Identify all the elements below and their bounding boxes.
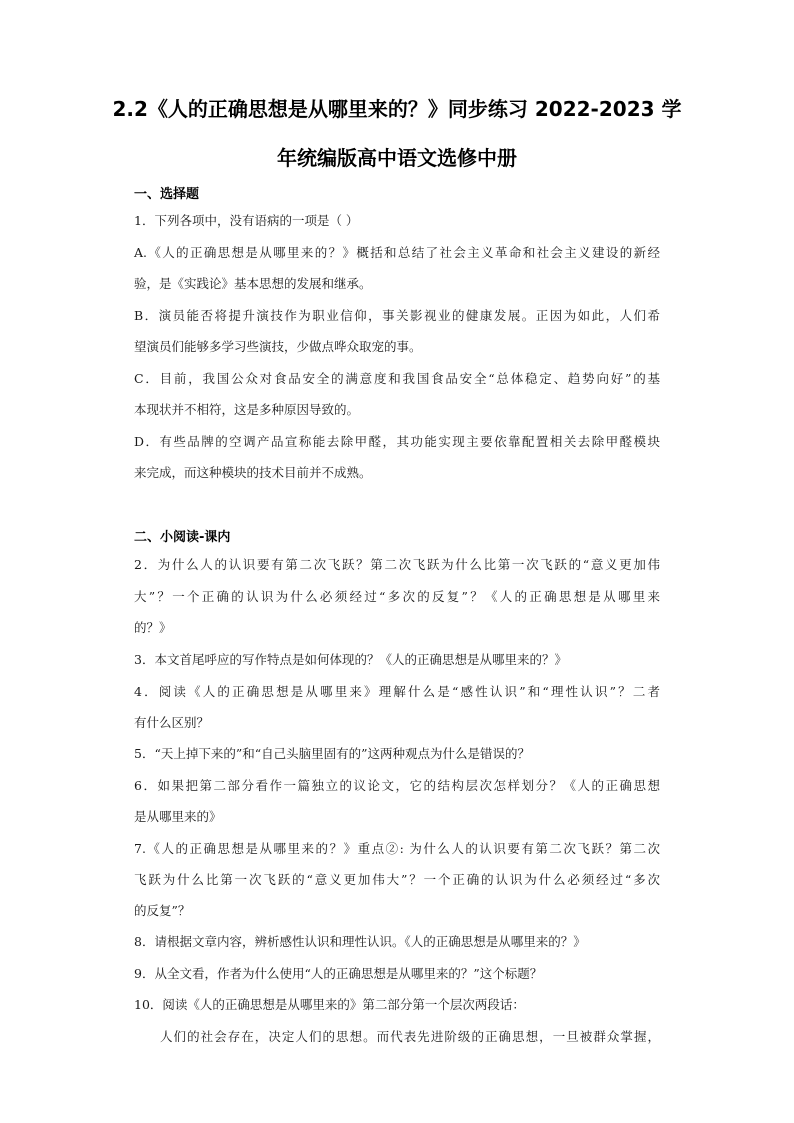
question-2-line-2: 大”？一个正确的认识为什么必须经过“多次的反复”？《人的正确思想是从哪里来: [134, 589, 660, 604]
option-a-line-2: 验，是《实践论》基本思想的发展和继承。: [134, 276, 372, 291]
question-4-line-2: 有什么区别？: [134, 715, 210, 730]
option-a-line-1: A.《人的正确思想是从哪里来的？》概括和总结了社会主义革命和社会主义建设的新经: [134, 245, 660, 260]
question-10-quote: 人们的社会存在，决定人们的思想。而代表先进阶级的正确思想，一旦被群众掌握，: [160, 1029, 660, 1044]
option-b-line-1: B．演员能否将提升演技作为职业信仰，事关影视业的健康发展。正因为如此，人们希: [134, 308, 660, 323]
question-8: 8．请根据文章内容，辨析感性认识和理性认识。《人的正确思想是从哪里来的？》: [134, 934, 586, 949]
question-9: 9．从全文看，作者为什么使用“人的正确思想是从哪里来的？”这个标题？: [134, 966, 543, 981]
option-c-line-2: 本现状并不相符，这是多种原因导致的。: [134, 402, 360, 417]
option-b-line-2: 望演员们能够多学习些演技，少做点哗众取宠的事。: [134, 339, 422, 354]
question-3: 3．本文首尾呼应的写作特点是如何体现的？《人的正确思想是从哪里来的？》: [134, 652, 567, 667]
question-7-line-3: 的反复”？: [134, 903, 191, 918]
option-c-line-1: C．目前，我国公众对食品安全的满意度和我国食品安全“总体稳定、趋势向好”的基: [134, 371, 660, 386]
document-title-line-2: 年统编版高中语文选修中册: [277, 146, 517, 170]
question-4-line-1: 4．阅读《人的正确思想是从哪里来》理解什么是“感性认识”和“理性认识”？二者: [134, 684, 660, 699]
question-1-stem: 1．下列各项中，没有语病的一项是（ ）: [134, 213, 359, 228]
document-title-line-1: 2.2《人的正确思想是从哪里来的？》同步练习 2022-2023 学: [112, 97, 682, 121]
question-7-line-2: 飞跃为什么比第一次飞跃的“意义更加伟大”？一个正确的认识为什么必须经过“多次: [134, 872, 660, 887]
section-heading-reading: 二、小阅读-课内: [134, 530, 231, 545]
option-d-line-1: D．有些品牌的空调产品宣称能去除甲醛，其功能实现主要依靠配置相关去除甲醛模块: [134, 434, 660, 449]
section-heading-choice: 一、选择题: [134, 187, 200, 202]
question-2-line-1: 2．为什么人的认识要有第二次飞跃？第二次飞跃为什么比第一次飞跃的“意义更加伟: [134, 557, 660, 572]
question-2-line-3: 的？》: [134, 620, 172, 635]
question-6-line-1: 6．如果把第二部分看作一篇独立的议论文，它的结构层次怎样划分？《人的正确思想: [134, 778, 660, 793]
question-5: 5．“天上掉下来的”和“自己头脑里固有的”这两种观点为什么是错误的？: [134, 746, 531, 761]
question-7-line-1: 7.《人的正确思想是从哪里来的？》重点②: 为什么人的认识要有第二次飞跃？第二次: [134, 841, 660, 856]
option-d-line-2: 来完成，而这种模块的技术目前并不成熟。: [134, 465, 372, 480]
question-6-line-2: 是从哪里来的》: [134, 809, 222, 824]
question-10: 10．阅读《人的正确思想是从哪里来的》第二部分第一个层次两段话：: [134, 997, 525, 1012]
